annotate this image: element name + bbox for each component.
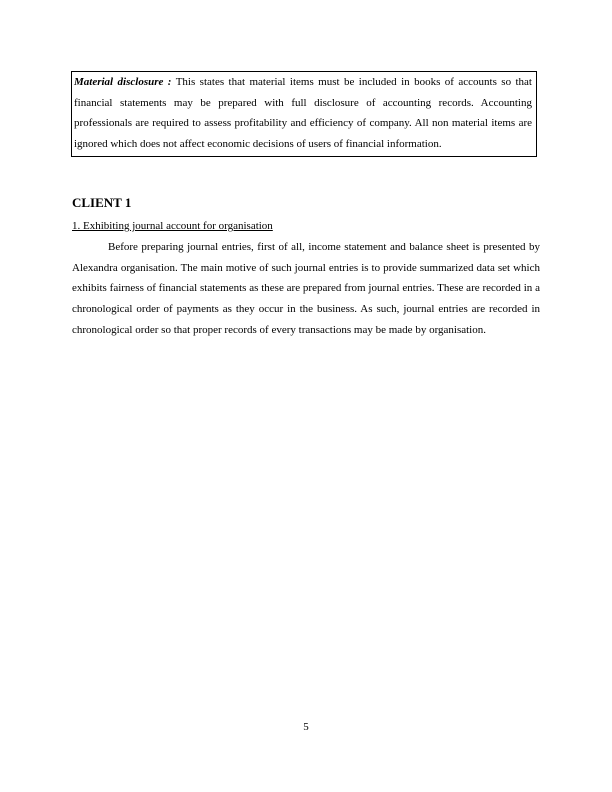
client-heading: CLIENT 1 bbox=[72, 195, 132, 210]
material-disclosure-box bbox=[71, 71, 537, 157]
section-title: 1. Exhibiting journal account for organisation bbox=[72, 220, 273, 232]
body-paragraph: Before preparing journal entries, first of all, income statement and balance sheet is presented by Alexandra organisation. The main motive of such journal entries is to provide summarized data set which exhibits fairness of financial statements as these are prepared from journal entries. These are recorded in a chronological order of payments as they occur in the business. As such, journal entries are recorded in chronological order so that proper records of every transactions may be made by organisation. bbox=[72, 241, 540, 336]
page-number: 5 bbox=[303, 721, 309, 733]
disclosure-term: Material disclosure : bbox=[74, 76, 172, 88]
disclosure-text: This states that material items must be included in books of accounts so that financial statements may be prepared with full disclosure of accounting records. Accounting professionals are required to assess profitability and efficiency of company. All non material items are ignored which does not affect economic decisions of users of financial information. bbox=[74, 76, 532, 151]
